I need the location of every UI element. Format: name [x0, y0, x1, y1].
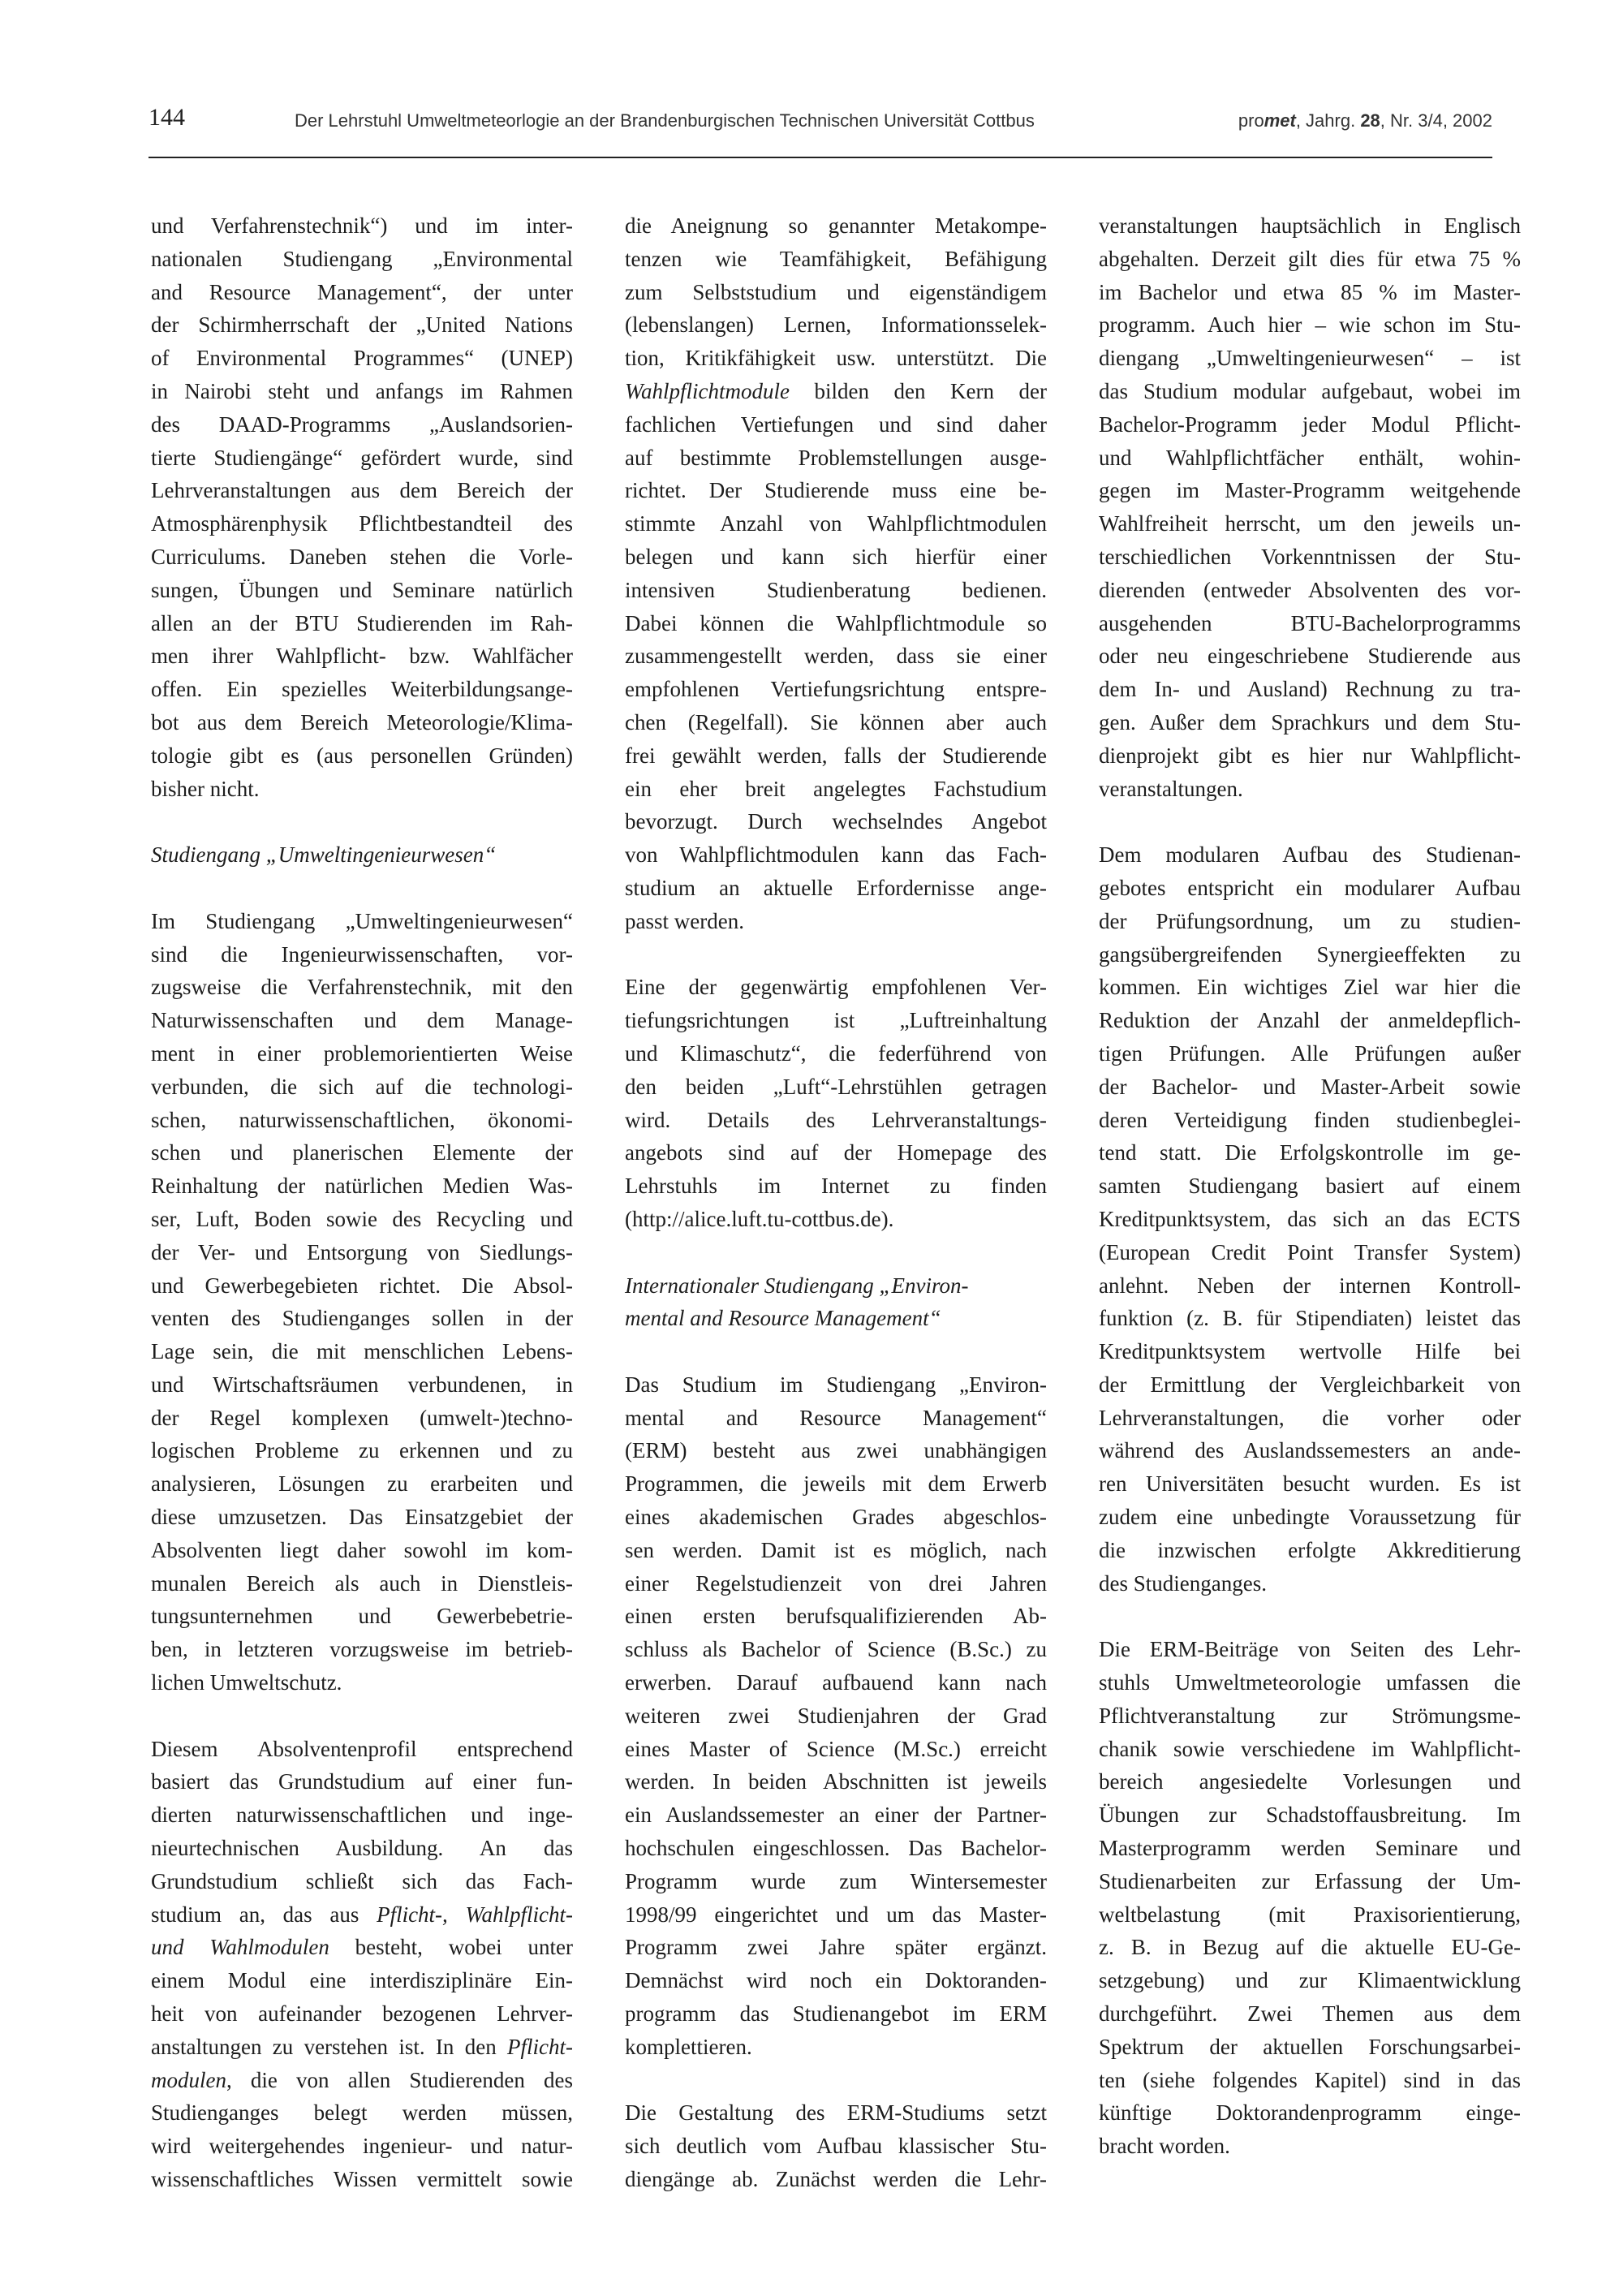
text-line: wird. Details des Lehrveranstaltungs-	[625, 1107, 1047, 1132]
text-line: bot aus dem Bereich Meteorologie/Klima-	[151, 709, 573, 734]
text-line: kommen. Ein wichtiges Ziel war hier die	[1099, 975, 1521, 1000]
text-line: allen an der BTU Studierenden im Rah-	[151, 610, 573, 635]
text-line: Grundstudium schließt sich das Fach-	[151, 1868, 573, 1893]
text-line: studium an aktuelle Erfordernisse ange-	[625, 875, 1047, 900]
text-line: Programm zwei Jahre später ergänzt.	[625, 1935, 1047, 1960]
text-line: dierten naturwissenschaftlichen und inge-	[151, 1803, 573, 1828]
text-line: diengänge ab. Zunächst werden die Lehr-	[625, 2167, 1047, 2192]
text-line: Diesem Absolventenprofil entsprechend	[151, 1736, 573, 1761]
text-line: das Studium modular aufgebaut, wobei im	[1099, 378, 1521, 403]
text-line: Reinhaltung der natürlichen Medien Was-	[151, 1174, 573, 1199]
text-line: diengang „Umweltingenieurwesen“ – ist	[1099, 346, 1521, 371]
text-line: Wahlpflichtmodule bilden den Kern der	[625, 378, 1047, 403]
text-line: Spektrum der aktuellen Forschungsarbei-	[1099, 2034, 1521, 2059]
text-line: Atmosphärenphysik Pflichtbestandteil des	[151, 511, 573, 536]
text-line: bereich angesiedelte Vorlesungen und	[1099, 1769, 1521, 1794]
text-line: (http://alice.luft.tu-cottbus.de).	[625, 1206, 894, 1231]
text-line: des DAAD-Programms „Auslandsorien-	[151, 411, 573, 437]
text-line: funktion (z. B. für Stipendiaten) leistet das	[1099, 1306, 1521, 1331]
text-line: und Verfahrenstechnik“) und im inter-	[151, 213, 573, 238]
text-line: des Studienganges.	[1099, 1570, 1267, 1596]
text-line: Curriculums. Daneben stehen die Vorle-	[151, 544, 573, 569]
text-line: Programm wurde zum Wintersemester	[625, 1868, 1047, 1893]
text-line: sich deutlich vom Aufbau klassischer Stu-	[625, 2134, 1047, 2159]
text-line: Das Studium im Studiengang „Environ-	[625, 1372, 1047, 1397]
text-line: Die ERM-Beiträge von Seiten des Lehr-	[1099, 1637, 1521, 1662]
text-line: einer Regelstudienzeit von drei Jahren	[625, 1570, 1047, 1596]
text-line: schen, naturwissenschaftlichen, ökonomi-	[151, 1107, 573, 1132]
text-line: Die Gestaltung des ERM-Studiums setzt	[625, 2100, 1047, 2126]
text-line: einen ersten berufsqualifizierenden Ab-	[625, 1604, 1047, 1629]
text-line: bevorzugt. Durch wechselndes Angebot	[625, 809, 1047, 834]
text-line: 1998/99 eingerichtet und um das Master-	[625, 1902, 1047, 1927]
text-line: gegen im Master-Programm weitgehende	[1099, 478, 1521, 503]
paragraph	[625, 971, 1047, 1235]
text-line: die Aneignung so genannter Metakompe-	[625, 213, 1047, 238]
column-2	[625, 209, 1047, 2196]
text-line: wissenschaftliches Wissen vermittelt sowie	[151, 2167, 573, 2192]
text-line: im Bachelor und etwa 85 % im Master-	[1099, 279, 1521, 304]
text-line: nieurtechnischen Ausbildung. An das	[151, 1836, 573, 1861]
text-line: tigen Prüfungen. Alle Prüfungen außer	[1099, 1040, 1521, 1066]
text-line: eines akademischen Grades abgeschlos-	[625, 1505, 1047, 1530]
text-line: Bachelor-Programm jeder Modul Pflicht-	[1099, 411, 1521, 437]
journal-citation	[1238, 110, 1492, 131]
text-line: chanik sowie verschiedene im Wahlpflicht-	[1099, 1736, 1521, 1761]
text-line: Absolventen liegt daher sowohl im kom-	[151, 1537, 573, 1562]
text-line: chen (Regelfall). Sie können aber auch	[625, 709, 1047, 734]
text-line: nationalen Studiengang „Environmental	[151, 246, 573, 271]
text-line: eines Master of Science (M.Sc.) erreicht	[625, 1736, 1047, 1761]
text-line: von Wahlpflichtmodulen kann das Fach-	[625, 842, 1047, 868]
text-line: fachlichen Vertiefungen und sind daher	[625, 411, 1047, 437]
text-line: setzgebung) und zur Klimaentwicklung	[1099, 1968, 1521, 1993]
text-line: Programmen, die jeweils mit dem Erwerb	[625, 1471, 1047, 1497]
text-line: stuhls Umweltmeteorologie umfassen die	[1099, 1670, 1521, 1695]
section-heading-line: mental and Resource Management“	[625, 1306, 941, 1331]
journal-issue: , Nr. 3/4, 2002	[1380, 110, 1492, 131]
text-line: basiert das Grundstudium auf einer fun-	[151, 1769, 573, 1794]
paragraph	[151, 209, 573, 805]
text-line: munalen Bereich als auch in Dienstleis-	[151, 1570, 573, 1596]
running-title: Der Lehrstuhl Umweltmeteorlogie an der Brandenburgischen Technischen Universität Cottbus	[295, 110, 1035, 131]
text-line: richtet. Der Studierende muss eine be-	[625, 478, 1047, 503]
text-line: belegen und kann sich hierfür einer	[625, 544, 1047, 569]
text-line: dem In- und Ausland) Rechnung zu tra-	[1099, 677, 1521, 702]
text-line: mental and Resource Management“	[625, 1405, 1047, 1430]
section-heading-umweltingenieurwesen: Studiengang „Umweltingenieurwesen“	[151, 842, 497, 868]
text-line: und Wahlmodulen besteht, wobei unter	[151, 1935, 573, 1960]
text-line: logischen Probleme zu erkennen und zu	[151, 1438, 573, 1463]
text-line: ein eher breit angelegtes Fachstudium	[625, 776, 1047, 801]
text-line: komplettieren.	[625, 2034, 752, 2059]
text-line: offen. Ein spezielles Weiterbildungsange-	[151, 677, 573, 702]
text-line: Übungen zur Schadstoffausbreitung. Im	[1099, 1803, 1521, 1828]
column-3	[1099, 209, 1521, 2163]
text-line: in Nairobi steht und anfangs im Rahmen	[151, 378, 573, 403]
text-line: analysieren, Lösungen zu erarbeiten und	[151, 1471, 573, 1497]
text-line: empfohlenen Vertiefungsrichtung entspre-	[625, 677, 1047, 702]
text-line: auf bestimmte Problemstellungen ausge-	[625, 445, 1047, 470]
text-line: veranstaltungen hauptsächlich in Englisch	[1099, 213, 1521, 238]
text-line: Dem modularen Aufbau des Studienan-	[1099, 842, 1521, 868]
text-line: ein Auslandssemester an einer der Partner-	[625, 1803, 1047, 1828]
text-line: of Environmental Programmes“ (UNEP)	[151, 346, 573, 371]
text-line: ben, in letzteren vorzugsweise im betrieb-	[151, 1637, 573, 1662]
paragraph	[151, 905, 573, 1699]
text-line: stimmte Anzahl von Wahlpflichtmodulen	[625, 511, 1047, 536]
paragraph	[625, 209, 1047, 938]
text-line: tungsunternehmen und Gewerbebetrie-	[151, 1604, 573, 1629]
text-line: erwerben. Darauf aufbauend kann nach	[625, 1670, 1047, 1695]
text-line: durchgeführt. Zwei Themen aus dem	[1099, 2001, 1521, 2027]
text-line: Naturwissenschaften und dem Manage-	[151, 1008, 573, 1033]
text-line: lichen Umweltschutz.	[151, 1670, 342, 1695]
text-line: anstaltungen zu verstehen ist. In den Pflicht-	[151, 2034, 573, 2059]
text-line: tologie gibt es (aus personellen Gründen)	[151, 743, 573, 768]
text-line: werden. In beiden Abschnitten ist jeweils	[625, 1769, 1047, 1794]
text-line: ausgehenden BTU-Bachelorprogramms	[1099, 610, 1521, 635]
text-line: tierte Studiengänge“ gefördert wurde, sind	[151, 445, 573, 470]
text-line: ren Universitäten besucht wurden. Es ist	[1099, 1471, 1521, 1497]
text-line: heit von aufeinander bezogenen Lehrver-	[151, 2001, 573, 2027]
text-line: sind die Ingenieurwissenschaften, vor-	[151, 941, 573, 967]
text-line: der Regel komplexen (umwelt-)techno-	[151, 1405, 573, 1430]
text-line: Kreditpunktsystem wertvolle Hilfe bei	[1099, 1339, 1521, 1364]
text-line: sungen, Übungen und Seminare natürlich	[151, 577, 573, 602]
paragraph	[1099, 838, 1521, 1600]
text-line: Masterprogramm werden Seminare und	[1099, 1836, 1521, 1861]
text-line: programm das Studienangebot im ERM	[625, 2001, 1047, 2027]
text-line: tiefungsrichtungen ist „Luftreinhaltung	[625, 1008, 1047, 1033]
text-line: und Gewerbegebieten richtet. Die Absol-	[151, 1273, 573, 1298]
text-line: der Ermittlung der Vergleichbarkeit von	[1099, 1372, 1521, 1397]
text-line: tion, Kritikfähigkeit usw. unterstützt. Die	[625, 346, 1047, 371]
text-line: Studienganges belegt werden müssen,	[151, 2100, 573, 2126]
text-line: und Wirtschaftsräumen verbundenen, in	[151, 1372, 573, 1397]
running-header	[149, 104, 1492, 153]
text-line: deren Verteidigung finden studienbeglei-	[1099, 1107, 1521, 1132]
text-line: veranstaltungen.	[1099, 776, 1243, 801]
text-line: Lehrstuhls im Internet zu finden	[625, 1174, 1047, 1199]
text-line: und Klimaschutz“, die federführend von	[625, 1040, 1047, 1066]
text-line: dienprojekt gibt es hier nur Wahlpflicht-	[1099, 743, 1521, 768]
text-line: diese umzusetzen. Das Einsatzgebiet der	[151, 1505, 573, 1530]
text-line: angebots sind auf der Homepage des	[625, 1140, 1047, 1165]
section-heading-erm	[625, 1269, 1047, 1336]
text-line: (ERM) besteht aus zwei unabhängigen	[625, 1438, 1047, 1463]
text-line: Dabei können die Wahlpflichtmodule so	[625, 610, 1047, 635]
text-line: verbunden, die sich auf die technologi-	[151, 1074, 573, 1099]
text-line: weiteren zwei Studienjahren der Grad	[625, 1703, 1047, 1728]
text-line: schen und planerischen Elemente der	[151, 1140, 573, 1165]
text-line: künftige Doktorandenprogramm einge-	[1099, 2100, 1521, 2126]
text-line: frei gewählt werden, falls der Studierende	[625, 743, 1047, 768]
text-line: passt werden.	[625, 908, 744, 933]
text-line: einem Modul eine interdisziplinäre Ein-	[151, 1968, 573, 1993]
text-line: (lebenslangen) Lernen, Informationsselek-	[625, 312, 1047, 338]
text-line: gangsübergreifenden Synergieeffekten zu	[1099, 941, 1521, 967]
text-line: zugsweise die Verfahrenstechnik, mit den	[151, 975, 573, 1000]
paragraph	[1099, 1633, 1521, 2163]
text-line: Eine der gegenwärtig empfohlenen Ver-	[625, 975, 1047, 1000]
text-line: oder neu eingeschriebene Studierende aus	[1099, 644, 1521, 669]
text-line: den beiden „Luft“-Lehrstühlen getragen	[625, 1074, 1047, 1099]
text-line: terschiedlichen Vorkenntnissen der Stu-	[1099, 544, 1521, 569]
column-1	[151, 209, 573, 2196]
paragraph	[151, 1733, 573, 2196]
text-line: wird weitergehendes ingenieur- und natur-	[151, 2134, 573, 2159]
text-line: Pflichtveranstaltung zur Strömungsme-	[1099, 1703, 1521, 1728]
header-rule	[149, 157, 1492, 158]
journal-name-met: met	[1264, 110, 1296, 131]
text-line: der Prüfungsordnung, um zu studien-	[1099, 908, 1521, 933]
journal-volume: 28	[1360, 110, 1380, 131]
text-line: zusammengestellt werden, dass sie einer	[625, 644, 1047, 669]
text-line: venten des Studienganges sollen in der	[151, 1306, 573, 1331]
text-line: studium an, das aus Pflicht-, Wahlpflicht-	[151, 1902, 574, 1927]
text-line: schluss als Bachelor of Science (B.Sc.) zu	[625, 1637, 1047, 1662]
text-line: intensiven Studienberatung bedienen.	[625, 577, 1047, 602]
text-line: die inzwischen erfolgte Akkreditierung	[1099, 1537, 1521, 1562]
text-line: programm. Auch hier – wie schon im Stu-	[1099, 312, 1521, 338]
text-line: zum Selbststudium und eigenständigem	[625, 279, 1047, 304]
text-line: bisher nicht.	[151, 776, 260, 801]
journal-name-pro: pro	[1238, 110, 1264, 131]
text-line: (European Credit Point Transfer System)	[1099, 1239, 1521, 1264]
text-line: Wahlfreiheit herrscht, um den jeweils un-	[1099, 511, 1521, 536]
text-line: während des Auslandssemesters an ande-	[1099, 1438, 1521, 1463]
text-line: tenzen wie Teamfähigkeit, Befähigung	[625, 246, 1047, 271]
text-line: gebotes entspricht ein modularer Aufbau	[1099, 875, 1521, 900]
text-line: z. B. in Bezug auf die aktuelle EU-Ge-	[1099, 1935, 1521, 1960]
text-line: hochschulen eingeschlossen. Das Bachelor-	[625, 1836, 1047, 1861]
text-line: dierenden (entweder Absolventen des vor-	[1099, 577, 1521, 602]
text-line: ment in einer problemorientierten Weise	[151, 1040, 573, 1066]
text-line: Studienarbeiten zur Erfassung der Um-	[1099, 1868, 1521, 1893]
text-line: gen. Außer dem Sprachkurs und dem Stu-	[1099, 709, 1521, 734]
text-line: Demnächst wird noch ein Doktoranden-	[625, 1968, 1047, 1993]
text-line: der Bachelor- und Master-Arbeit sowie	[1099, 1074, 1521, 1099]
page-number: 144	[149, 104, 185, 131]
text-line: Lehrveranstaltungen aus dem Bereich der	[151, 478, 573, 503]
text-line: Kreditpunktsystem, das sich an das ECTS	[1099, 1206, 1521, 1231]
text-line: der Ver- und Entsorgung von Siedlungs-	[151, 1239, 573, 1264]
text-line: bracht worden.	[1099, 2134, 1230, 2159]
text-line: samten Studiengang basiert auf einem	[1099, 1174, 1521, 1199]
paragraph	[625, 1368, 1047, 2064]
text-line: der Schirmherrschaft der „United Nations	[151, 312, 573, 338]
text-line: modulen, die von allen Studierenden des	[151, 2067, 573, 2092]
text-line: abgehalten. Derzeit gilt dies für etwa 75 %	[1099, 246, 1521, 271]
text-line: anlehnt. Neben der internen Kontroll-	[1099, 1273, 1521, 1298]
text-line: tend statt. Die Erfolgskontrolle im ge-	[1099, 1140, 1521, 1165]
text-line: men ihrer Wahlpflicht- bzw. Wahlfächer	[151, 644, 573, 669]
text-line: sen werden. Damit ist es möglich, nach	[625, 1537, 1047, 1562]
paragraph	[625, 2096, 1047, 2195]
text-line: Reduktion der Anzahl der anmeldepflich-	[1099, 1008, 1521, 1033]
text-line: and Resource Management“, der unter	[151, 279, 573, 304]
text-line: Lehrveranstaltungen, die vorher oder	[1099, 1405, 1521, 1430]
text-line: weltbelastung (mit Praxisorientierung,	[1099, 1902, 1521, 1927]
text-line: ser, Luft, Boden sowie des Recycling und	[151, 1206, 573, 1231]
text-line: zudem eine unbedingte Voraussetzung für	[1099, 1505, 1521, 1530]
journal-year-label: , Jahrg.	[1295, 110, 1361, 131]
text-line: Im Studiengang „Umweltingenieurwesen“	[151, 908, 573, 933]
paragraph	[1099, 209, 1521, 805]
section-heading-line: Internationaler Studiengang „Environ-	[625, 1273, 969, 1298]
text-line: und Wahlpflichtfächer enthält, wohin-	[1099, 445, 1521, 470]
text-line: ten (siehe folgendes Kapitel) sind in das	[1099, 2067, 1521, 2092]
text-line: Lage sein, die mit menschlichen Lebens-	[151, 1339, 573, 1364]
